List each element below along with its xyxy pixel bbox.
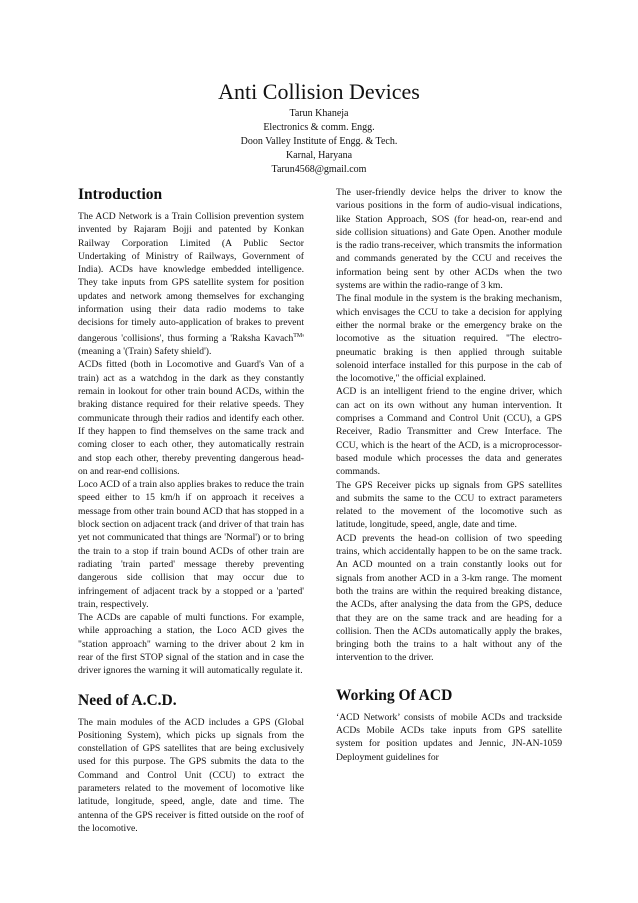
intro-p1-end: ' (meaning a '(Train) Safety shield'). (78, 332, 304, 358)
need-paragraph-1: The main modules of the ACD includes a GPS (Global Positioning System), which picks up signals from the constellation of GPS satellites that are being exclusively used for this purpose. The GPS submits the data to the Command and Control Unit (CCU) to extract the parameters related to the movement of locomotive like latitude, longitude, speed, angle, date and time. The antenna of the GPS receiver is fitted outside on the roof of the locomotive. (78, 716, 304, 834)
introduction-paragraph-3: Loco ACD of a train also applies brakes to reduce the train speed either to 15 km/h if on approach it receives a message from other train bound ACD that has stopped in a block section on adjacent track (and driver of that train has yet not communicated that things are 'Normal') or to bring the train to a stop if train bound ACDs of other train are radiating 'train parted' message thereby preventing dangerous side collision that may occur due to infringement of adjacent track by a stopped or a 'parted' train, respectively. (78, 479, 304, 610)
author-department: Electronics & comm. Engg. (263, 122, 375, 133)
author-email: Tarun4568@gmail.com (271, 164, 367, 175)
need-paragraph-2: The user-friendly device helps the driver to know the various positions in the form of audio-visual indications, like Station Approach, SOS (for head-on, rear-end and side collision situations) and Gate Open. Another module is the radio trans-receiver, which transmits the information and commands generated by the CCU and receives the information being sent by other ACDs when the two systems are within the radio-range of 3 km. (336, 187, 562, 292)
intro-p1-text: The ACD Network is a Train Collision prevention system invented by Rajaram Bojji and patented by Konkan Railway Corporation Limited (A Public Sector Undertaking of Ministry of Railways, Government of India). ACDs have knowledge embedded intelligence. They take inputs from GPS satellite system for position updates and network among themselves for exchanging information using their data radio modems to take decisions for timely auto-application of brakes to prevent dangerous 'collisions', thus forming a 'Raksha Kavach (78, 211, 304, 344)
paper-title: Anti Collision Devices (218, 79, 420, 104)
need-paragraph-3: The final module in the system is the braking mechanism, which envisages the CCU to take a decision for applying either the normal brake or the emergency brake on the locomotive as the situation required. "The electro-pneumatic braking is then applied through suitable solenoid interface installed for this purpose in the cab of the locomotive," the official explained. (336, 293, 562, 385)
need-paragraph-5: The GPS Receiver picks up signals from GPS satellites and submits the same to the CCU to extract parameters related to the movement of the locomotive such as latitude, longitude, speed, angle, date and time. (336, 479, 562, 531)
need-paragraph-6: ACD prevents the head-on collision of two speeding trains, which accidentally happen to be on the same track. An ACD mounted on a train constantly looks out for signals from another ACD in a 3-km range. The moment both the trains are within the required breaking distance, the ACDs, after analysing the data from the GPS, deduce that they are on the same track and are heading for a collision. Then the ACDs automatically apply the brakes, bringing both the trains to a halt without any of the intervention to the driver. (336, 532, 562, 664)
left-column (78, 186, 304, 835)
author-name: Tarun Khaneja (289, 108, 349, 119)
need-heading: Need of A.C.D. (78, 691, 177, 709)
right-column (336, 186, 562, 764)
author-institute: Doon Valley Institute of Engg. & Tech. (240, 136, 398, 147)
introduction-heading: Introduction (78, 186, 163, 203)
working-heading: Working Of ACD (336, 686, 453, 704)
paper-header (0, 80, 638, 177)
need-paragraph-4: ACD is an intelligent friend to the engine driver, which can act on its own without any human intervention. It comprises a Command and Control Unit (CCU), a GPS Receiver, Radio Transmitter and Crew Interface. The CCU, which is the heart of the ACD, is a microprocessor-based module which processes the data and generates commands. (336, 386, 562, 478)
introduction-paragraph-4: The ACDs are capable of multi functions. For example, while approaching a station, the Loco ACD gives the "station approach" warning to the driver about 2 km in rear of the first STOP signal of the station and in case the driver ignores the warning it will automatically regulate it. (78, 612, 304, 677)
working-paragraph-1: ‘ACD Network’ consists of mobile ACDs and trackside ACDs Mobile ACDs take inputs from GPS satellite system for position updates and Jennic, JN-AN-1059 Deployment guidelines for (336, 711, 562, 763)
author-location: Karnal, Haryana (285, 150, 353, 161)
introduction-paragraph-1 (78, 210, 304, 358)
introduction-paragraph-2: ACDs fitted (both in Locomotive and Guard's Van of a train) act as a watchdog in the dark as they constantly remain in lookout for other train bound ACDs, within the braking distance required for their relative speeds. They communicate through their radios and identify each other. If they happen to find themselves on the same track and coming closer to each other, they automatically restrain and stop each other, thereby preventing dangerous head-on and rear-end collisions. (78, 359, 304, 477)
trademark-mark: TM (293, 332, 303, 339)
